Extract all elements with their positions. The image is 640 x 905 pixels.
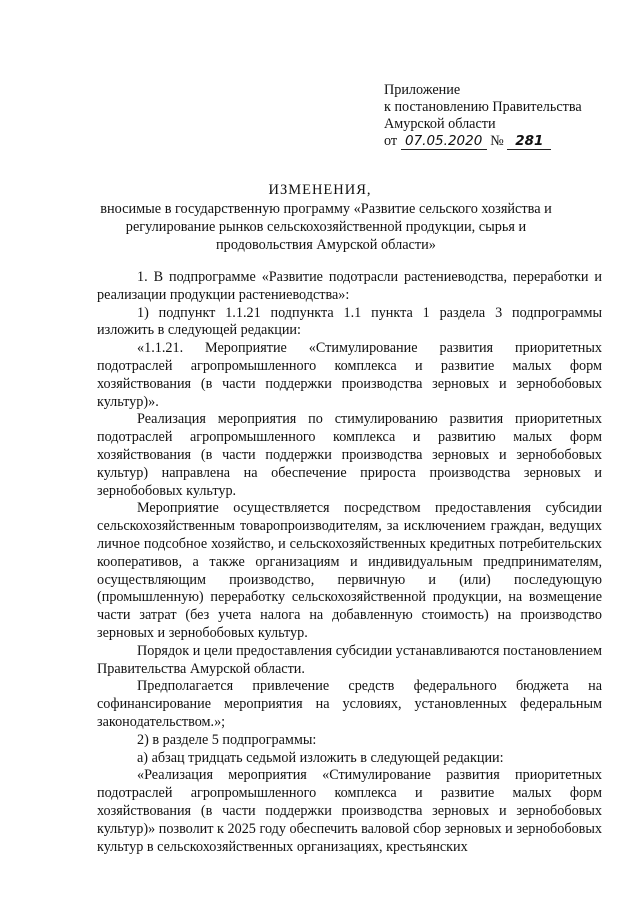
number-prefix: № (490, 133, 504, 149)
appendix-header (384, 82, 582, 150)
paragraph: «Реализация мероприятия «Стимулирование развития приоритетных подотраслей агропромышленного комплекса и развитие малых форм хозяйствования (в части поддержки производства зерновых и зернобобовых культур)» позволит к 2025 году обеспечить валовой сбор зерновых и зернобобовых культур в сельскохозяйственных организациях, крестьянских (97, 767, 602, 855)
header-line-1: Приложение (384, 82, 461, 98)
header-line-2: к постановлению Правительства (384, 99, 582, 115)
paragraph: а) абзац тридцать седьмой изложить в следующей редакции: (137, 749, 504, 766)
paragraph: Предполагается привлечение средств федерального бюджета на софинансирование мероприятия на условиях, установленных федеральным законодательством.»; (97, 678, 602, 730)
document-title: ИЗМЕНЕНИЯ, (268, 182, 372, 198)
paragraph: 1. В подпрограмме «Развитие подотрасли растениеводства, переработки и реализации продукции растениеводства»: (97, 269, 602, 303)
document-body (97, 269, 602, 856)
header-line-3: Амурской области (384, 116, 496, 132)
handwritten-date: 07.05.2020 (401, 134, 487, 150)
header-date-line (384, 133, 582, 150)
handwritten-number: 281 (507, 134, 551, 150)
paragraph: 2) в разделе 5 подпрограммы: (137, 731, 317, 748)
paragraph: Реализация мероприятия по стимулированию развития приоритетных подотраслей агропромышленного комплекса и развитию малых форм хозяйствования (в части поддержки производства зерновых и зернобобовых культур) направлена на обеспечение прироста производства зерновых и зернобобовых культур. (97, 411, 602, 499)
paragraph: 1) подпункт 1.1.21 подпункта 1.1 пункта 1 раздела 3 подпрограммы изложить в следующей редакции: (97, 304, 602, 339)
paragraph: Порядок и цели предоставления субсидии устанавливаются постановлением Правительства Амурской области. (97, 642, 602, 677)
paragraph: Мероприятие осуществляется посредством предоставления субсидии сельскохозяйственным товаропроизводителям, за исключением граждан, ведущих личное подсобное хозяйство, и сельскохозяйственных кредитных потребительских кооперативов, а также организациям и индивидуальным предпринимателям, осуществляющим производство, первичную и (или) последующую (промышленную) переработку сельскохозяйственной продукции, на возмещение части затрат (без учета налога на добавленную стоимость) на производство зерновых и зернобобовых культур. (97, 500, 602, 641)
document-subtitle: вносимые в государственную программу «Развитие сельского хозяйства и регулирование рынков сельскохозяйственной продукции, сырья и продовольствия Амурской области» (100, 201, 552, 253)
paragraph: «1.1.21. Мероприятие «Стимулирование развития приоритетных подотраслей агропромышленного комплекса и развитие малых форм хозяйствования (в части поддержки производства зерновых и зернобобовых культур)». (97, 340, 602, 410)
date-prefix: от (384, 133, 398, 149)
